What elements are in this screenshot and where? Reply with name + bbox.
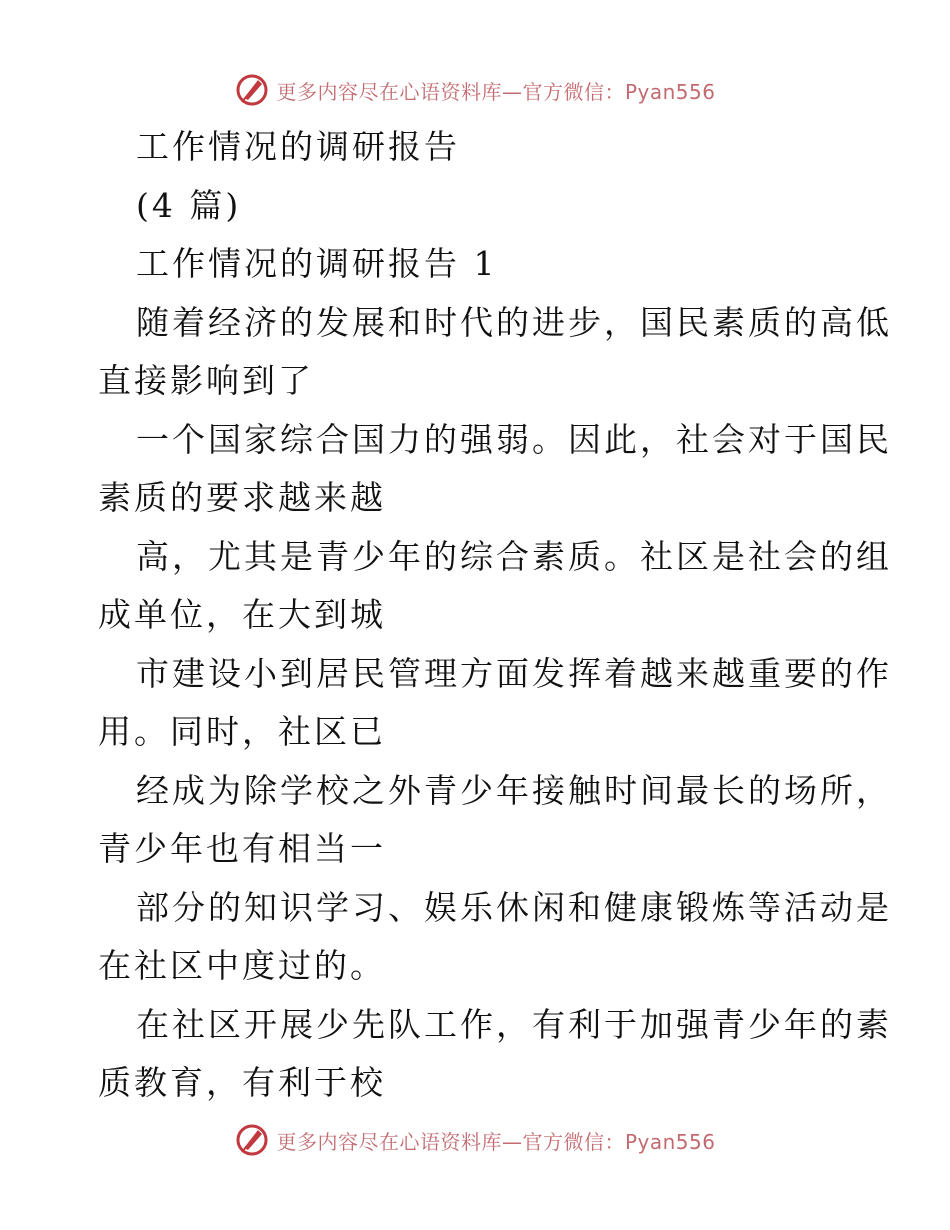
paragraph-line: 成单位，在大到城 — [98, 595, 386, 634]
paragraph-line: 高，尤其是青少年的综合素质。社区是社会的组 — [136, 536, 892, 576]
pen-circle-logo-icon — [234, 72, 270, 108]
paragraph-line: 用。同时，社区已 — [98, 712, 386, 751]
paragraph-line: 质教育，有利于校 — [98, 1063, 386, 1102]
pen-circle-logo-icon — [234, 1122, 270, 1158]
paragraph-line: 素质的要求越来越 — [98, 478, 386, 517]
header-watermark-text: 更多内容尽在心语资料库—官方微信：Pyan556 — [276, 79, 716, 104]
paragraph-line: 市建设小到居民管理方面发挥着越来越重要的作 — [136, 653, 892, 693]
paragraph-line: 一个国家综合国力的强弱。因此，社会对于国民 — [136, 419, 892, 459]
paragraph-line: 青少年也有相当一 — [98, 829, 386, 868]
header-watermark — [0, 70, 950, 110]
paragraph-line: 直接影响到了 — [98, 361, 314, 400]
footer-watermark — [0, 1120, 950, 1160]
paragraph-line: 在社区中度过的。 — [98, 946, 386, 985]
paragraph-line: 经成为除学校之外青少年接触时间最长的场所， — [136, 770, 892, 810]
paragraph-line: 在社区开展少先队工作，有利于加强青少年的素 — [136, 1004, 892, 1044]
footer-watermark-text: 更多内容尽在心语资料库—官方微信：Pyan556 — [276, 1129, 716, 1154]
paragraph-line: 部分的知识学习、娱乐休闲和健康锻炼等活动是 — [136, 887, 892, 927]
document-title: 工作情况的调研报告 — [136, 127, 460, 166]
document-subtitle: (4 篇) — [136, 185, 242, 225]
section-heading: 工作情况的调研报告 1 — [136, 244, 498, 283]
document-body — [98, 118, 892, 1113]
paragraph-line: 随着经济的发展和时代的进步，国民素质的高低 — [136, 302, 892, 342]
